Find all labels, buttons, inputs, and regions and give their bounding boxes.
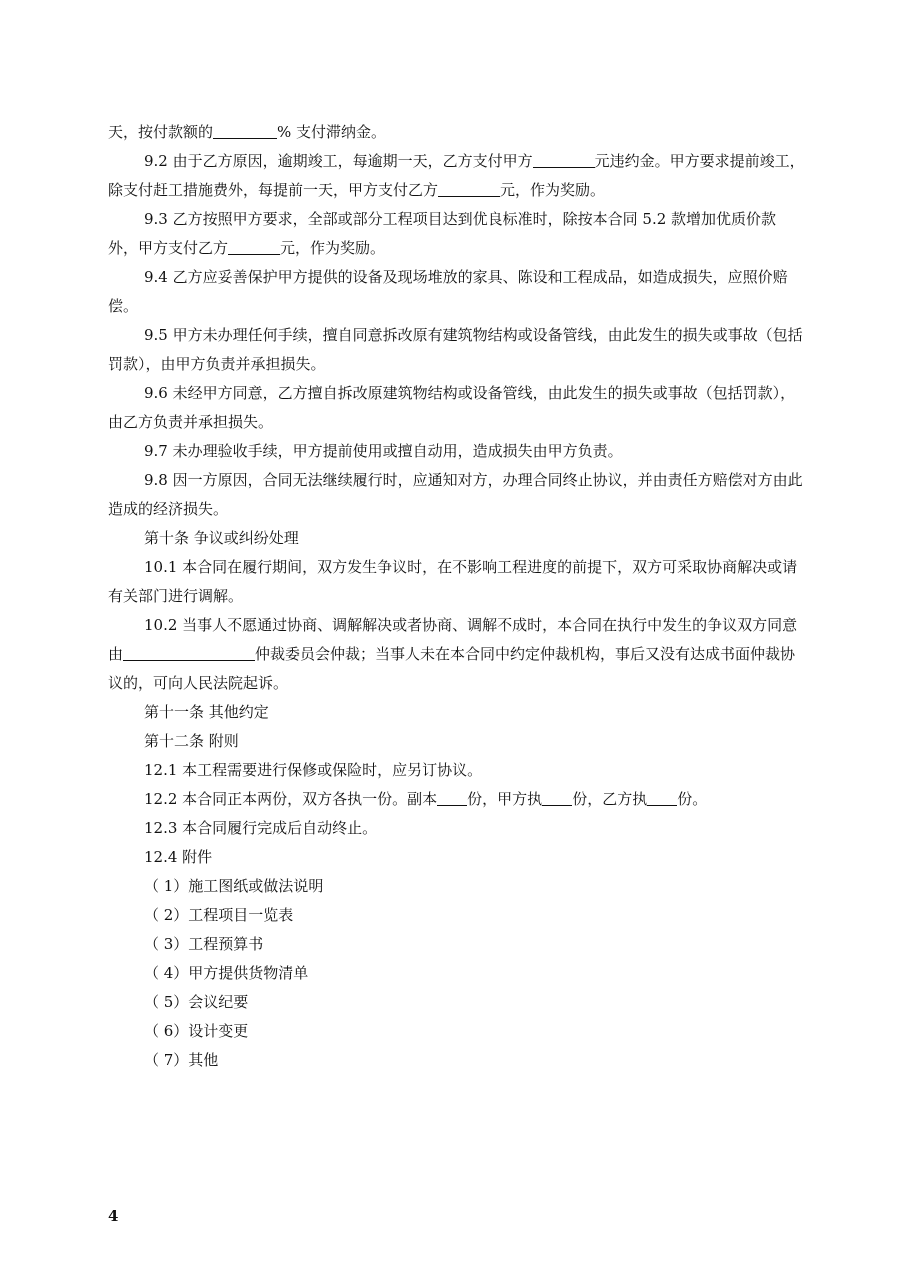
text: 份。 <box>677 790 708 808</box>
blank-field <box>438 178 500 197</box>
attachment-item: （ 7）其他 <box>144 1051 219 1069</box>
paragraph-12-2 <box>108 785 806 814</box>
paragraph-10-2 <box>108 611 806 698</box>
blank-field <box>437 787 467 806</box>
text: 天，按付款额的 <box>108 123 214 141</box>
attachment-item: （ 3）工程预算书 <box>144 935 264 953</box>
text: 9.3 乙方按照甲方要求，全部或部分工程项目达到优良标准时，除按本合同 5.2 款增加优质价款外，甲方支付乙方 <box>108 210 777 257</box>
attachment-item: （ 6）设计变更 <box>144 1022 249 1040</box>
paragraph-9-5: 9.5 甲方未办理任何手续，擅自同意拆改原有建筑物结构或设备管线，由此发生的损失或事故（包括罚款），由甲方负责并承担损失。 <box>108 326 803 373</box>
blank-field <box>533 149 595 168</box>
text: 份，甲方执 <box>467 790 543 808</box>
text: 10.2 当事人不愿通过协商、调解解决或者协商、调解不成时，本合同在执行中发生的争议双方同意由 <box>108 616 798 663</box>
text: 12.2 本合同正本两份，双方各执一份。副本 <box>144 790 438 808</box>
paragraph-9-3 <box>108 205 806 263</box>
paragraph-9-4: 9.4 乙方应妥善保护甲方提供的设备及现场堆放的家具、陈设和工程成品，如造成损失，应照价赔偿。 <box>108 268 788 315</box>
page-number: 4 <box>108 1207 119 1225</box>
text: 元，作为奖励。 <box>280 239 386 257</box>
attachment-item: （ 5）会议纪要 <box>144 993 249 1011</box>
article-10-heading: 第十条 争议或纠纷处理 <box>144 529 299 547</box>
blank-field <box>213 120 277 139</box>
paragraph-10-1: 10.1 本合同在履行期间，双方发生争议时，在不影响工程进度的前提下，双方可采取协商解决或请有关部门进行调解。 <box>108 558 798 605</box>
article-11-heading: 第十一条 其他约定 <box>144 703 269 721</box>
text: 元违约金。甲方要求提前竣工，除支付赶工措施费外，每提前一天，甲方支付乙方 <box>108 152 805 199</box>
attachment-item: （ 2）工程项目一览表 <box>144 906 294 924</box>
paragraph-9-7: 9.7 未办理验收手续，甲方提前使用或擅自动用，造成损失由甲方负责。 <box>144 442 623 460</box>
paragraph-9-6: 9.6 未经甲方同意，乙方擅自拆改原建筑物结构或设备管线，由此发生的损失或事故（包括罚款），由乙方负责并承担损失。 <box>108 384 796 431</box>
text: 9.2 由于乙方原因，逾期竣工，每逾期一天，乙方支付甲方 <box>144 152 533 170</box>
paragraph-9-1-tail <box>108 118 806 147</box>
document-body <box>108 118 806 1075</box>
blank-field <box>542 787 572 806</box>
article-12-heading: 第十二条 附则 <box>144 732 239 750</box>
paragraph-12-4: 12.4 附件 <box>144 848 213 866</box>
paragraph-12-1: 12.1 本工程需要进行保修或保险时，应另订协议。 <box>144 761 483 779</box>
blank-field <box>647 787 677 806</box>
text: 份，乙方执 <box>572 790 648 808</box>
blank-field <box>123 642 255 661</box>
attachment-item: （ 4）甲方提供货物清单 <box>144 964 309 982</box>
text: % 支付滞纳金。 <box>277 123 387 141</box>
text: 仲裁委员会仲裁；当事人未在本合同中约定仲裁机构，事后又没有达成书面仲裁协议的，可向人民法院起诉。 <box>108 645 796 692</box>
paragraph-9-2 <box>108 147 806 205</box>
paragraph-12-3: 12.3 本合同履行完成后自动终止。 <box>144 819 378 837</box>
attachment-list <box>108 872 806 1075</box>
blank-field <box>228 236 280 255</box>
text: 元，作为奖励。 <box>500 181 606 199</box>
paragraph-9-8: 9.8 因一方原因，合同无法继续履行时，应通知对方，办理合同终止协议，并由责任方赔偿对方由此造成的经济损失。 <box>108 471 803 518</box>
attachment-item: （ 1）施工图纸或做法说明 <box>144 877 324 895</box>
